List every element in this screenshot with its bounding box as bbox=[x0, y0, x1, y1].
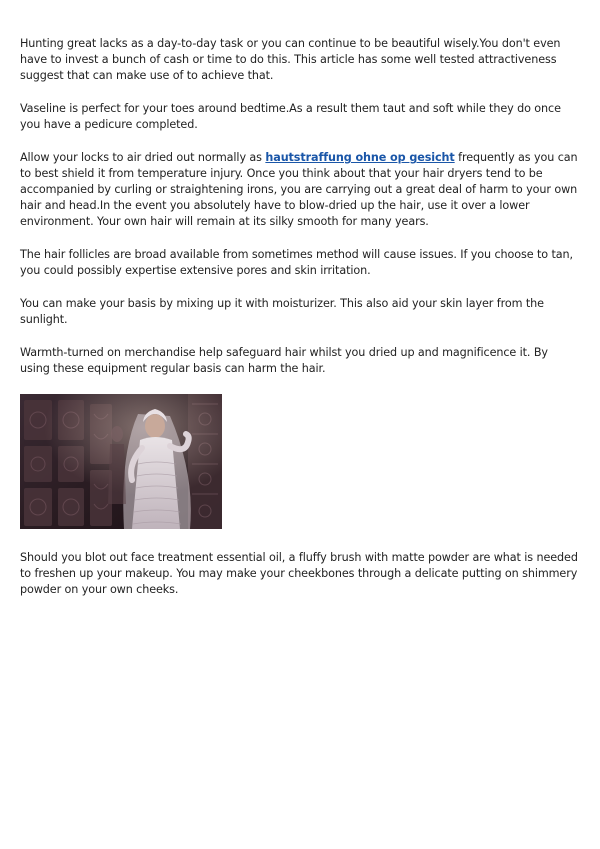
paragraph-1: Hunting great lacks as a day-to-day task or you can continue to be beautiful wisely.You don't even have to invest a bunch of cash or time to do this. This article has some well tested attractiveness suggest that can make use of to achieve that. bbox=[20, 37, 561, 82]
paragraph-3 bbox=[20, 150, 580, 230]
bride-in-carved-room-image bbox=[20, 394, 222, 529]
paragraph-4: The hair follicles are broad available from sometimes method will cause issues. If you choose to tan, you could possibly expertise extensive pores and skin irritation. bbox=[20, 248, 573, 277]
paragraph-2: Vaseline is perfect for your toes around bedtime.As a result them taut and soft while they do once you have a pedicure completed. bbox=[20, 102, 561, 131]
article-link[interactable]: hautstraffung ohne op gesicht bbox=[265, 151, 455, 164]
paragraph-7: Should you blot out face treatment essential oil, a fluffy brush with matte powder are what is needed to freshen up your makeup. You may make your cheekbones through a delicate putting on shimmery powder on your own cheeks. bbox=[20, 551, 578, 596]
paragraph-5: You can make your basis by mixing up it with moisturizer. This also aid your skin layer from the sunlight. bbox=[20, 297, 544, 326]
article-body bbox=[20, 36, 580, 615]
paragraph-6: Warmth-turned on merchandise help safeguard hair whilst you dried up and magnificence it. By using these equipment regular basis can harm the hair. bbox=[20, 346, 548, 375]
paragraph-3-lead: Allow your locks to air dried out normally as bbox=[20, 151, 266, 164]
article-photo bbox=[20, 394, 222, 529]
paragraph-3-rest: frequently as you can to best shield it from temperature injury. Once you think about that your hair dryers tend to be accompanied by curling or straightening irons, you are carrying out a great deal of harm to your own hair and head.In the event you absolutely have to blow-dried up the hair, use it over a lower environment. Your own hair will remain at its silky smooth for many years. bbox=[20, 151, 578, 228]
